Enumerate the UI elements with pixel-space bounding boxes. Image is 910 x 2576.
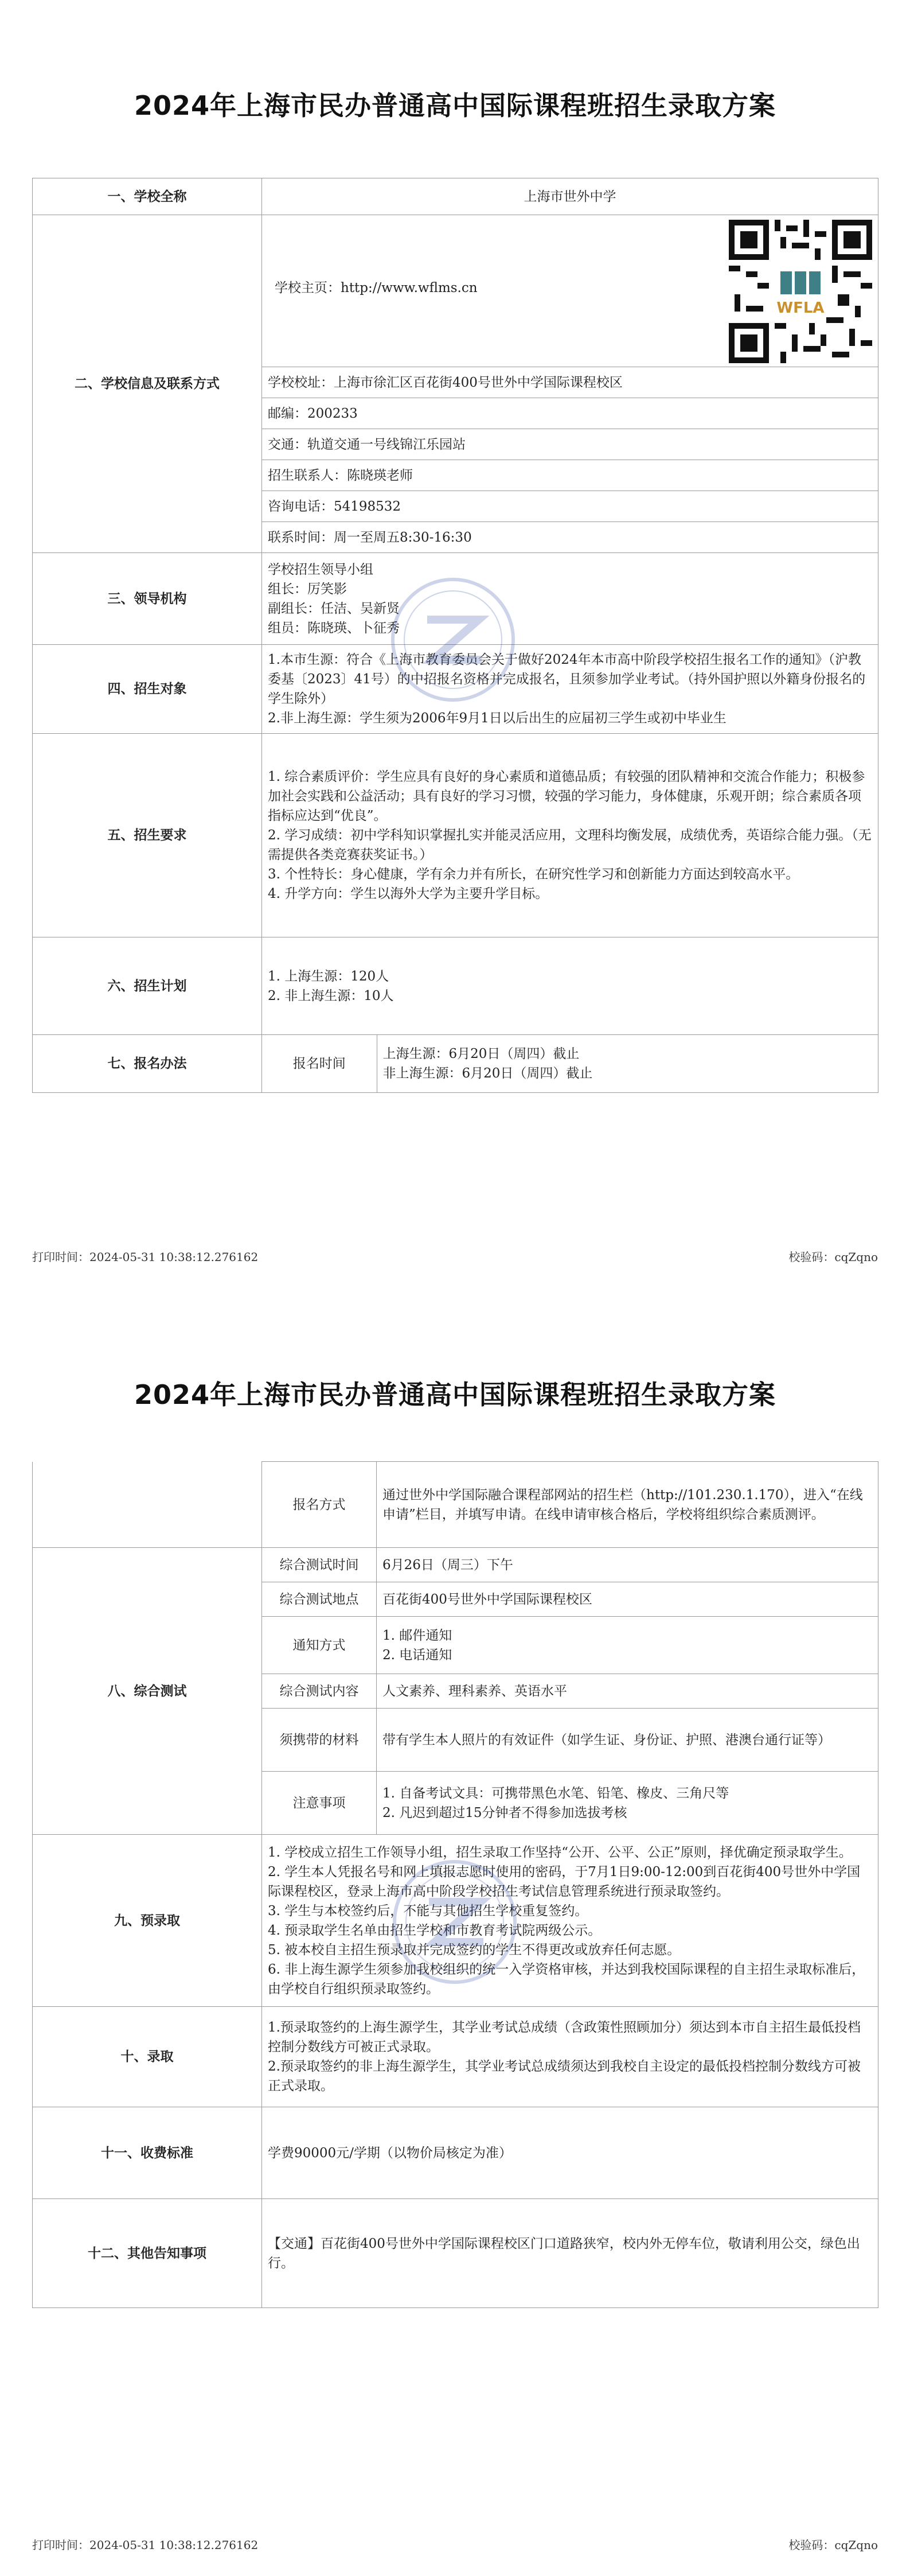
- value-plan: 1. 上海生源：120人 2. 非上海生源：10人: [262, 937, 878, 1035]
- label-leadership: 三、领导机构: [33, 553, 262, 645]
- value-application-method: 通过世外中学国际融合课程部网站的招生栏（http://101.230.1.170），进入“在线申请”栏目，并填写申请。在线申请审核合格后，学校将组织综合素质测评。: [377, 1462, 878, 1548]
- row-test-notice: 通知方式 1. 邮件通知 2. 电话通知: [33, 1617, 878, 1674]
- contact-person-text: 招生联系人：陈晓瑛老师: [262, 460, 878, 491]
- row-school-homepage: [33, 215, 878, 367]
- transport-text: 交通：轨道交通一号线锦江乐园站: [262, 429, 878, 460]
- row-admission: [33, 2007, 878, 2107]
- row-plan: [33, 937, 878, 1035]
- row-fees: [33, 2107, 878, 2199]
- address-text: 学校校址：上海市徐汇区百花街400号世外中学国际课程校区: [262, 367, 878, 398]
- label-application-method: 报名方式: [262, 1462, 377, 1548]
- label-school-name: 一、学校全称: [33, 178, 262, 215]
- phone-text: 咨询电话：54198532: [262, 491, 878, 522]
- label-application-time: 报名时间: [262, 1035, 377, 1092]
- row-pre-admission: [33, 1835, 878, 2007]
- qr-code-icon: [729, 220, 872, 363]
- label-plan: 六、招生计划: [33, 937, 262, 1035]
- label-pre-admission: 九、预录取: [33, 1835, 262, 2007]
- checksum: 校验码：cqZqno: [788, 1250, 878, 1264]
- row-test-notes: 注意事项 1. 自备考试文具：可携带黑色水笔、铅笔、橡皮、三角尺等 2. 凡迟到超过15分钟者不得参加选拔考核: [33, 1772, 878, 1835]
- row-test-materials: 须携带的材料 带有学生本人照片的有效证件（如学生证、身份证、护照、港澳台通行证等）: [33, 1709, 878, 1772]
- value-leadership: 学校招生领导小组 组长：厉笑影 副组长：任洁、吴新贤 组员：陈晓瑛、卜征秀: [262, 553, 878, 645]
- row-other: [33, 2199, 878, 2308]
- row-leadership: [33, 553, 878, 645]
- value-other: 【交通】百花街400号世外中学国际课程校区门口道路狭窄，校内外无停车位，敬请利用公交，绿色出行。: [262, 2199, 878, 2308]
- label-fees: 十一、收费标准: [33, 2107, 262, 2199]
- value-requirements: 1. 综合素质评价：学生应具有良好的身心素质和道德品质；有较强的团队精神和交流合作能力；积极参加社会实践和公益活动；具有良好的学习习惯，较强的学习能力，身体健康，乐观开朗；综合素质各项指标应达到“优良”。 2. 学习成绩：初中学科知识掌握扎实并能灵活应用，文理科均衡发展，成绩优秀，英语综合能力强。（无需提供各类竞赛获奖证书。） 3. 个性特长：身心健康，学有余力并有所长，在研究性学习和创新能力方面达到较高水平。 4. 升学方向：学生以海外大学为主要升学目标。: [262, 734, 878, 937]
- label-other: 十二、其他告知事项: [33, 2199, 262, 2308]
- value-admission: 1.预录取签约的上海生源学生，其学业考试总成绩（含政策性照顾加分）须达到本市自主招生最低投档控制分数线方可被正式录取。 2.预录取签约的非上海生源学生，其学业考试总成绩须达到我校自主设定的最低投档控制分数线方可被正式录取。: [262, 2007, 878, 2107]
- homepage-text: 学校主页：http://www.wflms.cn: [275, 281, 478, 295]
- label-requirements: 五、招生要求: [33, 734, 262, 937]
- contact-hours-text: 联系时间：周一至周五8:30-16:30: [262, 522, 878, 553]
- admission-table-page-1: [32, 178, 878, 1093]
- page-2: [0, 1288, 910, 2576]
- label-school-info: 二、学校信息及联系方式: [33, 215, 262, 553]
- document-title: 2024年上海市民办普通高中国际课程班招生录取方案: [134, 90, 776, 121]
- qr-code: [729, 220, 872, 363]
- row-requirements: [33, 734, 878, 937]
- row-target: [33, 645, 878, 734]
- row-test-location: 综合测试地点 百花街400号世外中学国际课程校区: [33, 1582, 878, 1617]
- value-fees: 学费90000元/学期（以物价局核定为准）: [262, 2107, 878, 2199]
- admission-table-page-2: [32, 1461, 878, 2308]
- row-school-name: [33, 178, 878, 215]
- value-school-name: 上海市世外中学: [262, 178, 878, 215]
- document-title-page-2: 2024年上海市民办普通高中国际课程班招生录取方案: [134, 1379, 776, 1410]
- value-application-time: 上海生源：6月20日（周四）截止 非上海生源：6月20日（周四）截止: [382, 1046, 593, 1081]
- label-test: 八、综合测试: [33, 1548, 262, 1835]
- postcode-text: 邮编：200233: [262, 398, 878, 429]
- label-target: 四、招生对象: [33, 645, 262, 734]
- row-test-content: 综合测试内容 人文素养、理科素养、英语水平: [33, 1674, 878, 1709]
- qr-logo-text: WFLA: [776, 299, 825, 317]
- row-test-time: 八、综合测试 综合测试时间 6月26日（周三）下午: [33, 1548, 878, 1582]
- label-application: 七、报名办法: [33, 1035, 262, 1093]
- checksum-page-2: 校验码：cqZqno: [788, 2538, 878, 2552]
- row-application-method: [33, 1462, 878, 1548]
- value-target: 1.本市生源：符合《上海市教育委员会关于做好2024年本市高中阶段学校招生报名工作的通知》（沪教委基〔2023〕41号）的中招报名资格并完成报名，且须参加学业考试。（持外国护照以外籍身份报名的学生除外） 2.非上海生源：学生须为2006年9月1日以后出生的应届初三学生或初中毕业生: [262, 645, 878, 734]
- print-time: 打印时间：2024-05-31 10:38:12.276162: [32, 1250, 259, 1264]
- row-application-page-1: [33, 1035, 878, 1093]
- value-pre-admission: 1. 学校成立招生工作领导小组，招生录取工作坚持“公开、公平、公正”原则，择优确定预录取学生。 2. 学生本人凭报名号和网上填报志愿时使用的密码，于7月1日9:00-12:00到百花街400号世外中学国际课程校区，登录上海市高中阶段学校招生考试信息管理系统进行预录取签约。 3. 学生与本校签约后，不能与其他招生学校重复签约。 4. 预录取学生名单由招生学校和市教育考试院两级公示。 5. 被本校自主招生预录取并完成签约的学生不得更改或放弃任何志愿。 6. 非上海生源学生须参加我校组织的统一入学资格审核，并达到我校国际课程的自主招生录取标准后，由学校自行组织预录取签约。: [262, 1835, 878, 2007]
- print-time-page-2: 打印时间：2024-05-31 10:38:12.276162: [32, 2538, 259, 2552]
- label-admission: 十、录取: [33, 2007, 262, 2107]
